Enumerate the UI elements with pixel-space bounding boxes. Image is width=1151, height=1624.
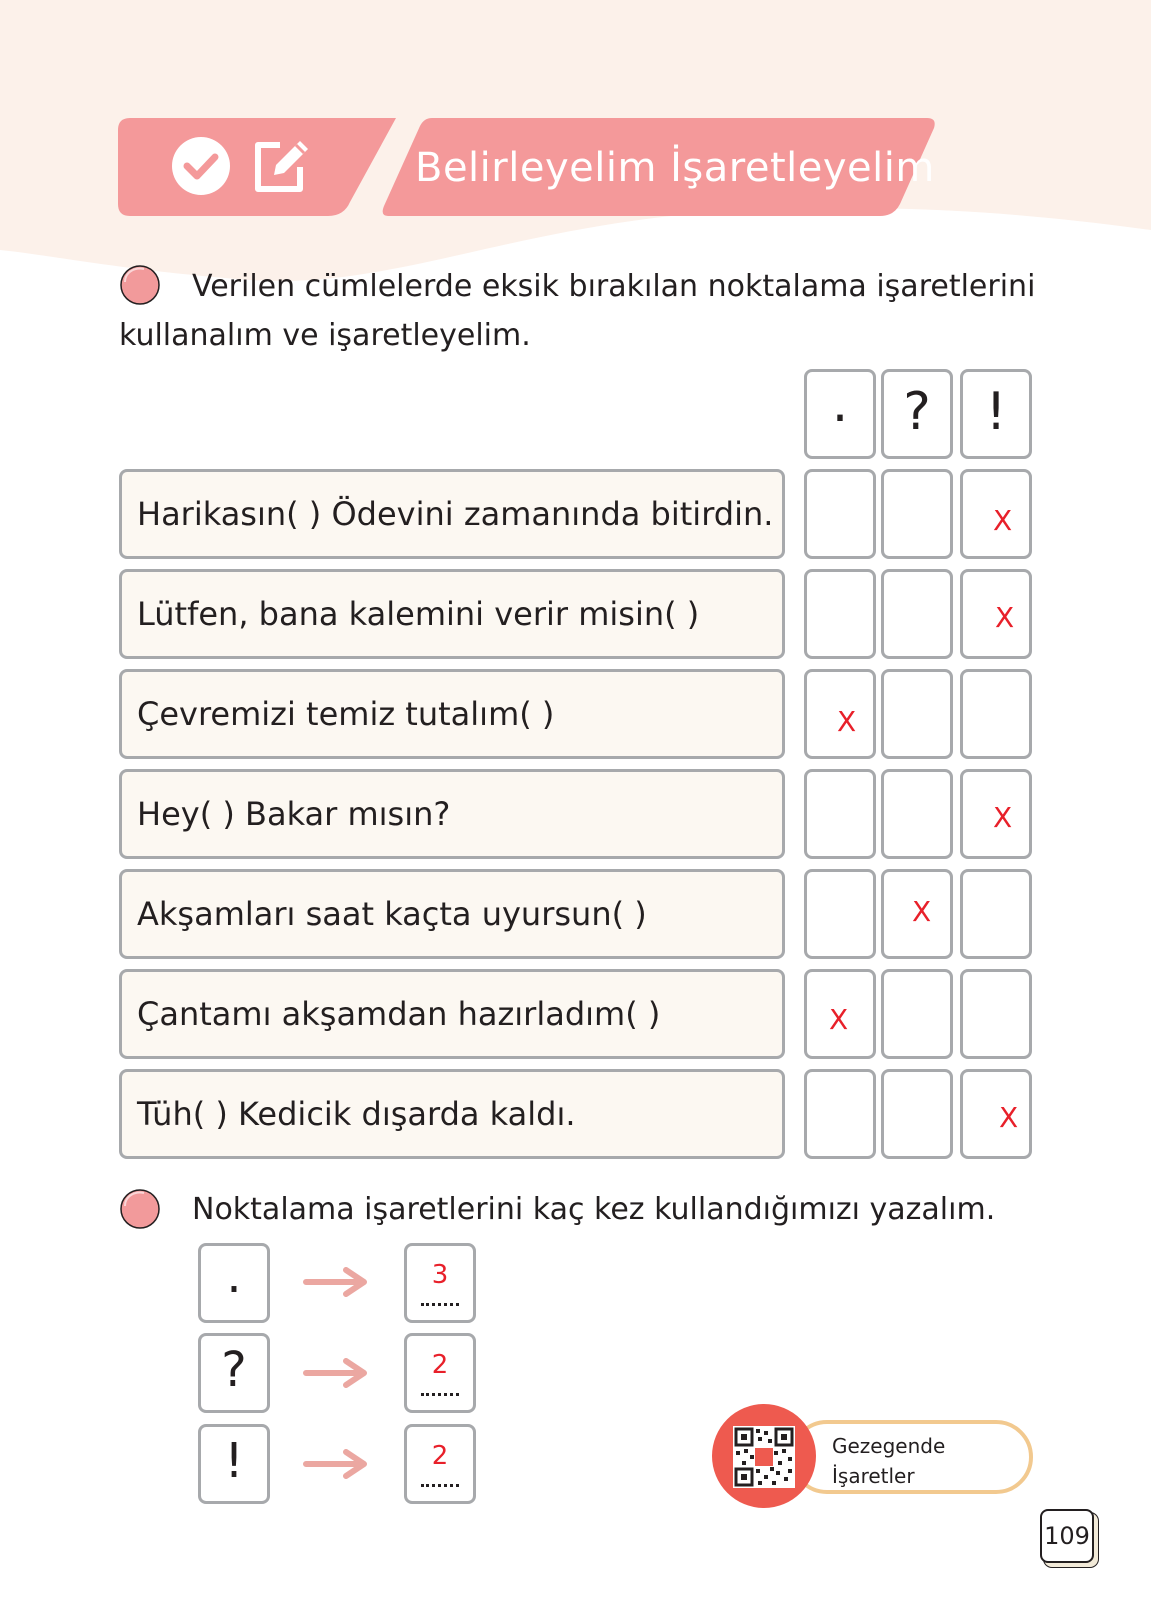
exclamation-symbol: !	[985, 382, 1007, 442]
period-symbol: .	[226, 1248, 242, 1304]
check-circle-icon	[170, 135, 232, 197]
x-mark: X	[837, 705, 857, 738]
sentence-row-7: Tüh( ) Kedicik dışarda kaldı.	[119, 1069, 785, 1159]
answer-cell-exclamation[interactable]	[960, 569, 1032, 659]
count-value: 3	[431, 1260, 449, 1290]
answer-cell-exclamation[interactable]	[960, 769, 1032, 859]
x-mark: X	[829, 1003, 849, 1036]
count-value: 2	[431, 1350, 449, 1380]
answer-cell-exclamation[interactable]	[960, 469, 1032, 559]
x-mark: X	[999, 1101, 1019, 1134]
page-title: Belirleyelim İşaretleyelim	[415, 145, 935, 191]
sentence-row-4: Hey( ) Bakar mısın?	[119, 769, 785, 859]
symbol-box-exclamation	[198, 1424, 270, 1504]
count-field-period[interactable]	[404, 1243, 476, 1323]
bullet-icon	[119, 1188, 161, 1230]
answer-cell-period[interactable]	[804, 969, 876, 1059]
answer-cell-period[interactable]	[804, 469, 876, 559]
count-field-question[interactable]	[404, 1333, 476, 1413]
answer-cell-period[interactable]	[804, 569, 876, 659]
sentence-row-1: Harikasın( ) Ödevini zamanında bitirdin.	[119, 469, 785, 559]
answer-cell-period[interactable]	[804, 669, 876, 759]
answer-cell-period[interactable]	[804, 869, 876, 959]
page-number: 109	[1040, 1509, 1094, 1563]
question-symbol: ?	[221, 1342, 247, 1398]
answer-cell-question[interactable]	[881, 569, 953, 659]
question-symbol: ?	[903, 382, 931, 442]
dotted-line	[421, 1390, 459, 1396]
column-header-exclamation	[960, 369, 1032, 459]
dotted-line	[421, 1300, 459, 1306]
arrow-right-icon	[302, 1267, 372, 1297]
answer-cell-exclamation[interactable]	[960, 669, 1032, 759]
dotted-line	[421, 1481, 459, 1487]
answer-cell-exclamation[interactable]	[960, 869, 1032, 959]
instruction-text-1b: kullanalım ve işaretleyelim.	[119, 318, 531, 353]
answer-cell-question[interactable]	[881, 1069, 953, 1159]
instruction-text-1a: Verilen cümlelerde eksik bırakılan noktalama işaretlerini	[192, 269, 1036, 304]
edit-note-icon	[250, 135, 312, 197]
arrow-right-icon	[302, 1358, 372, 1388]
answer-cell-question[interactable]	[881, 969, 953, 1059]
exclamation-symbol: !	[224, 1433, 244, 1489]
column-header-question	[881, 369, 953, 459]
symbol-box-question	[198, 1333, 270, 1413]
answer-cell-exclamation[interactable]	[960, 969, 1032, 1059]
answer-cell-question[interactable]	[881, 869, 953, 959]
count-field-exclamation[interactable]	[404, 1424, 476, 1504]
sentence-row-3: Çevremizi temiz tutalım( )	[119, 669, 785, 759]
x-mark: X	[995, 601, 1015, 634]
x-mark: X	[912, 895, 932, 928]
count-value: 2	[431, 1441, 449, 1471]
answer-cell-question[interactable]	[881, 769, 953, 859]
sentence-row-6: Çantamı akşamdan hazırladım( )	[119, 969, 785, 1059]
column-header-period	[804, 369, 876, 459]
qr-label-line2: İşaretler	[832, 1464, 915, 1488]
answer-cell-period[interactable]	[804, 1069, 876, 1159]
symbol-box-period	[198, 1243, 270, 1323]
answer-cell-question[interactable]	[881, 469, 953, 559]
bullet-icon	[119, 264, 161, 306]
answer-cell-question[interactable]	[881, 669, 953, 759]
sentence-row-2: Lütfen, bana kalemini verir misin( )	[119, 569, 785, 659]
arrow-right-icon	[302, 1449, 372, 1479]
answer-cell-period[interactable]	[804, 769, 876, 859]
qr-label-line1: Gezegende	[832, 1434, 946, 1458]
qr-code-icon[interactable]	[733, 1426, 795, 1488]
x-mark: X	[993, 504, 1013, 537]
answer-cell-exclamation[interactable]	[960, 1069, 1032, 1159]
x-mark: X	[993, 801, 1013, 834]
period-symbol: .	[831, 374, 849, 434]
sentence-row-5: Akşamları saat kaçta uyursun( )	[119, 869, 785, 959]
instruction-text-2: Noktalama işaretlerini kaç kez kullandığımızı yazalım.	[192, 1192, 996, 1227]
